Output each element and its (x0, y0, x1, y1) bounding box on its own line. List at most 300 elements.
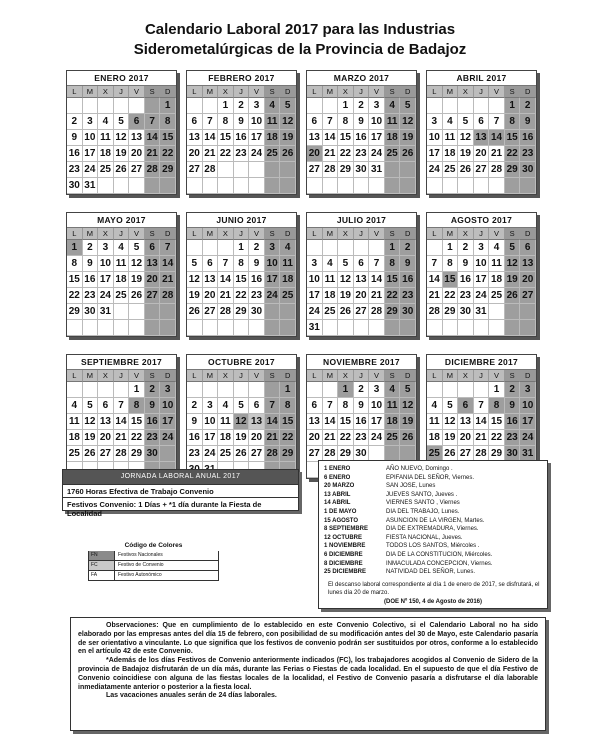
month-calendar (186, 70, 297, 195)
empty-day-cell (520, 304, 536, 320)
weekday-header: L (67, 370, 83, 382)
day-cell: 15 (385, 272, 401, 288)
day-cell: 22 (234, 288, 250, 304)
day-grid (187, 86, 296, 194)
day-cell: 14 (427, 272, 443, 288)
empty-day-cell (338, 178, 354, 194)
day-cell: 5 (400, 98, 416, 114)
empty-day-cell (458, 178, 474, 194)
day-cell: 27 (187, 162, 203, 178)
day-cell: 12 (234, 414, 250, 430)
day-cell: 9 (145, 398, 161, 414)
day-cell: 27 (307, 446, 323, 462)
day-cell: 12 (129, 256, 145, 272)
weekday-header: S (385, 370, 401, 382)
day-cell: 20 (98, 430, 114, 446)
day-cell: 4 (385, 98, 401, 114)
holiday-date: 25 DICIEMBRE (324, 569, 367, 576)
month-calendar (426, 212, 537, 337)
day-cell: 9 (458, 256, 474, 272)
weekday-header: M (323, 228, 339, 240)
day-cell: 20 (354, 288, 370, 304)
day-cell: 27 (203, 304, 219, 320)
day-cell: 8 (160, 114, 176, 130)
month-calendar (186, 354, 297, 479)
day-cell: 18 (385, 414, 401, 430)
day-cell: 23 (520, 146, 536, 162)
month-name: JULIO 2017 (307, 213, 416, 228)
observations-box (70, 617, 546, 731)
weekday-header: M (323, 86, 339, 98)
empty-day-cell (505, 304, 521, 320)
day-cell: 10 (520, 398, 536, 414)
day-cell: 19 (400, 130, 416, 146)
day-cell: 11 (443, 130, 459, 146)
day-cell: 5 (129, 240, 145, 256)
empty-day-cell (187, 240, 203, 256)
day-cell: 14 (114, 414, 130, 430)
day-grid (307, 86, 416, 194)
empty-day-cell (505, 178, 521, 194)
empty-day-cell (249, 178, 265, 194)
day-cell: 31 (520, 446, 536, 462)
day-cell: 29 (67, 304, 83, 320)
empty-day-cell (458, 320, 474, 336)
empty-day-cell (145, 178, 161, 194)
day-cell: 29 (385, 304, 401, 320)
holiday-row (324, 491, 542, 500)
day-cell: 17 (98, 272, 114, 288)
day-grid (307, 228, 416, 336)
empty-day-cell (98, 320, 114, 336)
holiday-row (324, 517, 542, 526)
day-cell: 19 (458, 146, 474, 162)
color-legend (88, 540, 219, 581)
day-cell: 2 (354, 98, 370, 114)
day-cell: 3 (369, 98, 385, 114)
day-cell: 14 (323, 414, 339, 430)
day-cell: 4 (385, 382, 401, 398)
empty-day-cell (265, 382, 281, 398)
day-cell: 1 (129, 382, 145, 398)
day-cell: 20 (307, 430, 323, 446)
day-cell: 4 (98, 114, 114, 130)
day-cell: 8 (489, 398, 505, 414)
day-cell: 12 (400, 114, 416, 130)
day-cell: 19 (114, 146, 130, 162)
day-cell: 7 (145, 114, 161, 130)
empty-day-cell (160, 320, 176, 336)
day-cell: 14 (203, 130, 219, 146)
weekday-header: S (505, 228, 521, 240)
empty-day-cell (129, 178, 145, 194)
day-cell: 27 (129, 162, 145, 178)
day-cell: 20 (307, 146, 323, 162)
day-cell: 6 (307, 114, 323, 130)
day-cell: 24 (249, 146, 265, 162)
weekday-header: J (114, 228, 130, 240)
empty-day-cell (307, 382, 323, 398)
weekday-header: S (505, 86, 521, 98)
holiday-name: INMACULADA CONCEPCION, Viernes. (386, 560, 493, 567)
months-grid (66, 70, 536, 479)
day-cell: 27 (474, 162, 490, 178)
day-cell: 8 (338, 398, 354, 414)
holidays-box (318, 460, 548, 609)
day-grid (67, 370, 176, 478)
day-cell: 25 (427, 446, 443, 462)
day-grid (427, 86, 536, 194)
weekday-header: L (427, 86, 443, 98)
empty-day-cell (203, 178, 219, 194)
weekday-header: J (234, 228, 250, 240)
day-cell: 24 (265, 288, 281, 304)
weekday-header: J (234, 370, 250, 382)
day-cell: 26 (400, 430, 416, 446)
day-cell: 11 (98, 130, 114, 146)
weekday-header: D (160, 228, 176, 240)
holiday-name: DIA DEL TRABAJO, Lunes. (386, 508, 460, 515)
weekday-header: S (385, 86, 401, 98)
empty-day-cell (234, 320, 250, 336)
day-cell: 26 (114, 162, 130, 178)
day-cell: 20 (203, 288, 219, 304)
day-cell: 27 (354, 304, 370, 320)
day-cell: 30 (354, 162, 370, 178)
empty-day-cell (505, 320, 521, 336)
day-cell: 16 (520, 130, 536, 146)
day-cell: 23 (458, 288, 474, 304)
day-cell: 30 (67, 178, 83, 194)
empty-day-cell (187, 382, 203, 398)
day-cell: 24 (474, 288, 490, 304)
title-line-1: Calendario Laboral 2017 para las Industrias (144, 21, 456, 38)
empty-day-cell (369, 320, 385, 336)
day-cell: 29 (129, 446, 145, 462)
empty-day-cell (400, 320, 416, 336)
holiday-date: 8 DICIEMBRE (324, 560, 363, 567)
empty-day-cell (323, 98, 339, 114)
weekday-header: D (160, 370, 176, 382)
day-cell: 10 (83, 130, 99, 146)
weekday-header: S (385, 228, 401, 240)
empty-day-cell (83, 382, 99, 398)
day-cell: 7 (265, 398, 281, 414)
holiday-name: JUEVES SANTO, Jueves . (386, 491, 458, 498)
day-cell: 24 (307, 304, 323, 320)
empty-day-cell (67, 320, 83, 336)
empty-day-cell (427, 178, 443, 194)
day-cell: 3 (307, 256, 323, 272)
empty-day-cell (234, 382, 250, 398)
empty-day-cell (307, 98, 323, 114)
day-cell: 28 (265, 446, 281, 462)
empty-day-cell (323, 178, 339, 194)
day-cell: 2 (83, 240, 99, 256)
day-cell: 24 (369, 146, 385, 162)
empty-day-cell (369, 178, 385, 194)
day-cell: 15 (280, 414, 296, 430)
day-cell: 19 (234, 430, 250, 446)
day-cell: 22 (505, 146, 521, 162)
holiday-row (324, 534, 542, 543)
day-cell: 19 (338, 288, 354, 304)
day-cell: 23 (354, 430, 370, 446)
holiday-name: NATIVIDAD DEL SEÑOR, Lunes. (386, 569, 476, 576)
day-cell: 29 (505, 162, 521, 178)
day-cell: 5 (114, 114, 130, 130)
day-cell: 27 (98, 446, 114, 462)
day-cell: 10 (369, 398, 385, 414)
day-cell: 24 (369, 430, 385, 446)
holiday-name: VIERNES SANTO , Viernes (386, 500, 460, 507)
weekday-header: D (400, 86, 416, 98)
holiday-row (324, 551, 542, 560)
day-cell: 20 (187, 146, 203, 162)
month-name: MARZO 2017 (307, 71, 416, 86)
holiday-name: ASUNCION DE LA VIRGEN, Martes. (386, 517, 485, 524)
empty-day-cell (369, 240, 385, 256)
empty-day-cell (489, 304, 505, 320)
weekday-header: D (160, 86, 176, 98)
day-cell: 8 (443, 256, 459, 272)
day-cell: 10 (265, 256, 281, 272)
day-cell: 9 (234, 114, 250, 130)
day-cell: 21 (427, 288, 443, 304)
day-grid (67, 86, 176, 194)
month-calendar (426, 70, 537, 195)
holiday-row (324, 474, 542, 483)
jornada-title: JORNADA LABORAL ANUAL 2017 (63, 470, 298, 484)
day-cell: 19 (83, 430, 99, 446)
day-cell: 17 (160, 414, 176, 430)
empty-day-cell (249, 162, 265, 178)
day-cell: 13 (129, 130, 145, 146)
day-cell: 9 (249, 256, 265, 272)
day-cell: 17 (520, 414, 536, 430)
weekday-header: D (520, 370, 536, 382)
day-cell: 29 (338, 446, 354, 462)
day-cell: 21 (265, 430, 281, 446)
weekday-header: M (203, 228, 219, 240)
day-cell: 22 (338, 146, 354, 162)
empty-day-cell (203, 240, 219, 256)
day-cell: 28 (145, 162, 161, 178)
day-cell: 16 (83, 272, 99, 288)
weekday-header: D (400, 370, 416, 382)
day-cell: 10 (427, 130, 443, 146)
day-cell: 16 (187, 430, 203, 446)
empty-day-cell (307, 178, 323, 194)
day-cell: 4 (67, 398, 83, 414)
day-cell: 13 (354, 272, 370, 288)
empty-day-cell (234, 178, 250, 194)
day-cell: 5 (443, 398, 459, 414)
legend-row (88, 571, 219, 581)
day-cell: 31 (98, 304, 114, 320)
day-cell: 11 (67, 414, 83, 430)
empty-day-cell (427, 382, 443, 398)
day-cell: 23 (145, 430, 161, 446)
day-cell: 5 (400, 382, 416, 398)
day-cell: 3 (98, 240, 114, 256)
empty-day-cell (489, 320, 505, 336)
day-cell: 14 (323, 130, 339, 146)
day-cell: 16 (400, 272, 416, 288)
day-cell: 1 (218, 98, 234, 114)
empty-day-cell (474, 178, 490, 194)
day-cell: 3 (265, 240, 281, 256)
weekday-header: S (505, 370, 521, 382)
day-cell: 8 (129, 398, 145, 414)
empty-day-cell (280, 178, 296, 194)
day-cell: 24 (98, 288, 114, 304)
weekday-header: J (474, 86, 490, 98)
holiday-date: 1 ENERO (324, 466, 351, 472)
day-cell: 14 (265, 414, 281, 430)
weekday-header: L (187, 86, 203, 98)
weekday-header: D (520, 86, 536, 98)
day-cell: 8 (67, 256, 83, 272)
jornada-box (62, 469, 299, 518)
day-cell: 16 (354, 130, 370, 146)
empty-day-cell (98, 382, 114, 398)
holiday-date: 13 ABRIL (324, 491, 351, 498)
empty-day-cell (280, 320, 296, 336)
day-cell: 26 (187, 304, 203, 320)
month-name: NOVIEMBRE 2017 (307, 355, 416, 370)
day-cell: 14 (369, 272, 385, 288)
day-cell: 12 (280, 114, 296, 130)
empty-day-cell (427, 240, 443, 256)
holiday-name: FIESTA NACIONAL, Jueves. (386, 534, 463, 541)
weekday-header: V (369, 86, 385, 98)
day-cell: 1 (443, 240, 459, 256)
day-cell: 18 (265, 130, 281, 146)
day-cell: 19 (187, 288, 203, 304)
weekday-header: M (83, 86, 99, 98)
month-name: DICIEMBRE 2017 (427, 355, 536, 370)
day-cell: 22 (160, 146, 176, 162)
weekday-header: M (203, 86, 219, 98)
day-cell: 17 (203, 430, 219, 446)
day-cell: 25 (67, 446, 83, 462)
empty-day-cell (160, 446, 176, 462)
empty-day-cell (114, 382, 130, 398)
day-cell: 21 (160, 272, 176, 288)
day-cell: 25 (98, 162, 114, 178)
day-cell: 20 (249, 430, 265, 446)
holiday-date: 6 ENERO (324, 474, 351, 481)
day-cell: 3 (83, 114, 99, 130)
day-cell: 17 (427, 146, 443, 162)
weekday-header: M (83, 228, 99, 240)
empty-day-cell (323, 240, 339, 256)
day-cell: 2 (354, 382, 370, 398)
day-cell: 1 (338, 382, 354, 398)
weekday-header: L (187, 370, 203, 382)
day-cell: 16 (354, 414, 370, 430)
day-cell: 31 (307, 320, 323, 336)
day-cell: 30 (458, 304, 474, 320)
day-cell: 17 (369, 130, 385, 146)
day-cell: 30 (505, 446, 521, 462)
month-name: OCTUBRE 2017 (187, 355, 296, 370)
day-cell: 12 (443, 414, 459, 430)
month-calendar (306, 70, 417, 195)
title-line-2: Siderometalúrgicas de la Provincia de Badajoz (133, 41, 467, 58)
weekday-header: M (323, 370, 339, 382)
holiday-name: DIA DE EXTREMADURA, Viernes. (386, 526, 479, 533)
empty-day-cell (129, 304, 145, 320)
weekday-header: J (114, 86, 130, 98)
day-cell: 14 (474, 414, 490, 430)
day-cell: 1 (489, 382, 505, 398)
empty-day-cell (427, 320, 443, 336)
day-cell: 16 (145, 414, 161, 430)
holidays-list (324, 465, 542, 577)
day-cell: 3 (520, 382, 536, 398)
day-cell: 26 (505, 288, 521, 304)
empty-day-cell (145, 320, 161, 336)
empty-day-cell (98, 98, 114, 114)
holiday-date: 8 SEPTIEMBRE (324, 526, 369, 533)
day-cell: 16 (67, 146, 83, 162)
month-name: SEPTIEMBRE 2017 (67, 355, 176, 370)
day-cell: 27 (307, 162, 323, 178)
holiday-name: DIA DE LA CONSTITUCION, Miércoles. (386, 551, 493, 558)
empty-day-cell (443, 320, 459, 336)
day-cell: 28 (114, 446, 130, 462)
day-cell: 3 (249, 98, 265, 114)
day-cell: 26 (443, 446, 459, 462)
empty-day-cell (249, 382, 265, 398)
day-cell: 8 (338, 114, 354, 130)
weekday-header: L (307, 228, 323, 240)
day-cell: 15 (67, 272, 83, 288)
day-cell: 5 (280, 98, 296, 114)
empty-day-cell (187, 320, 203, 336)
day-cell: 28 (323, 446, 339, 462)
empty-day-cell (474, 98, 490, 114)
day-cell: 23 (249, 288, 265, 304)
day-cell: 28 (218, 304, 234, 320)
day-cell: 13 (187, 130, 203, 146)
day-cell: 19 (443, 430, 459, 446)
holiday-date: 1 DE MAYO (324, 508, 357, 515)
day-cell: 18 (427, 430, 443, 446)
day-cell: 23 (354, 146, 370, 162)
day-cell: 9 (505, 398, 521, 414)
day-grid (67, 228, 176, 336)
holiday-date: 20 MARZO (324, 483, 355, 490)
day-cell: 18 (67, 430, 83, 446)
day-cell: 6 (129, 114, 145, 130)
weekday-header: V (249, 86, 265, 98)
day-cell: 29 (489, 446, 505, 462)
empty-day-cell (323, 320, 339, 336)
empty-day-cell (218, 240, 234, 256)
day-cell: 12 (83, 414, 99, 430)
day-cell: 21 (323, 146, 339, 162)
month-name: MAYO 2017 (67, 213, 176, 228)
day-cell: 3 (369, 382, 385, 398)
day-cell: 8 (385, 256, 401, 272)
day-cell: 11 (218, 414, 234, 430)
day-cell: 30 (354, 446, 370, 462)
holiday-row (324, 560, 542, 569)
legend-desc: Festivo Autonómico (118, 572, 162, 578)
